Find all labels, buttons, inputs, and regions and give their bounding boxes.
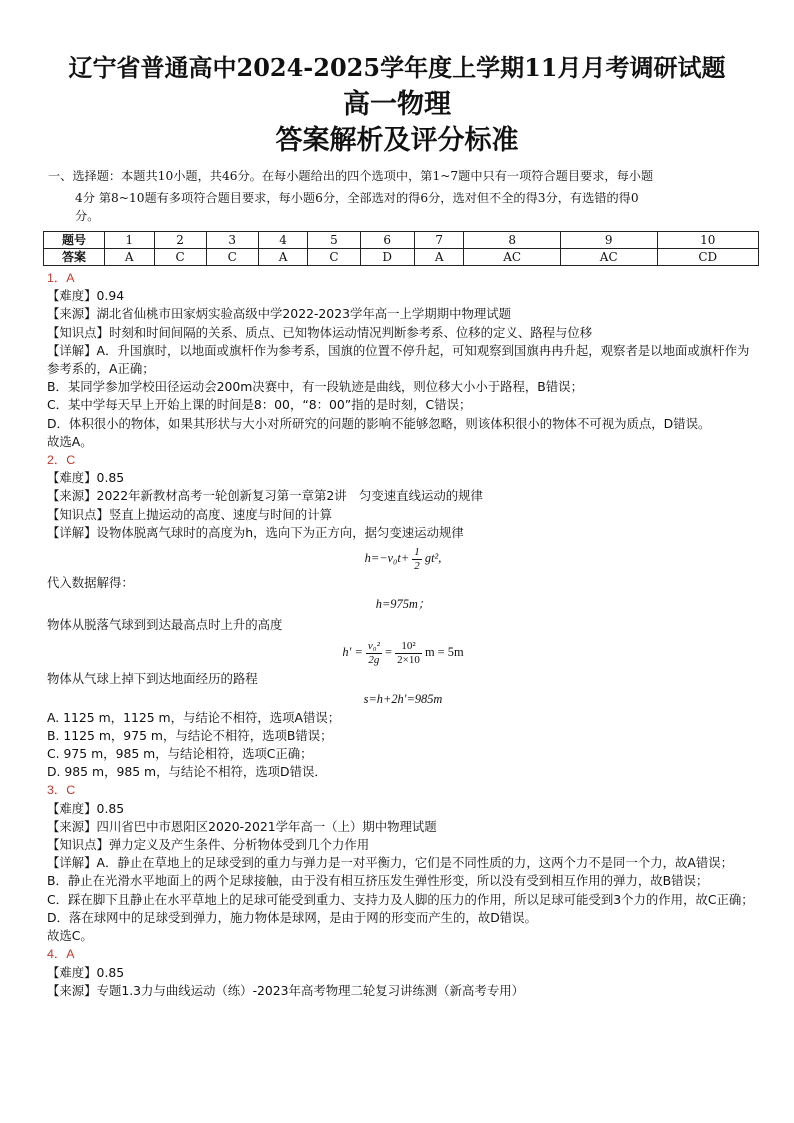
eq1-numerator: 1 bbox=[414, 545, 420, 558]
eq1-right: gt², bbox=[424, 551, 442, 566]
table-cell: 9 bbox=[560, 232, 657, 249]
answer-table-row-answers bbox=[44, 249, 759, 266]
q1-detail-a: 【详解】A．升国旗时，以地面或旗杆作为参考系，国旗的位置不停升起，可知观察到国旗冉冉升起，观察者是以地面或旗杆作为参考系的，A正确； bbox=[47, 342, 750, 377]
table-cell: AC bbox=[560, 249, 657, 266]
q2-equation-3 bbox=[47, 634, 759, 670]
q2-path-text: 物体从气球上掉下到达地面经历的路程 bbox=[47, 671, 258, 687]
table-cell: CD bbox=[657, 249, 759, 266]
q2-equation-4: s=h+2h′=985m bbox=[363, 691, 443, 706]
table-cell: A bbox=[414, 249, 464, 266]
q3-knowledge-points: 【知识点】弹力定义及产生条件、分析物体受到几个力作用 bbox=[47, 837, 370, 853]
table-cell: 4 bbox=[258, 232, 308, 249]
q1-number: 1．A bbox=[47, 271, 75, 285]
q3-source: 【来源】四川省巴中市恩阳区2020-2021学年高一（上）期中物理试题 bbox=[47, 818, 437, 834]
eq3-denominator-2: 2×10 bbox=[397, 654, 420, 667]
q4-number: 4．A bbox=[47, 947, 75, 962]
q3-detail-b: B．静止在光滑水平地面上的两个足球接触，由于没有相互挤压发生弹性形变，所以没有受到相互作用的弹力，故B错误； bbox=[47, 873, 709, 889]
q3-detail-a: 【详解】A．静止在草地上的足球受到的重力与弹力是一对平衡力，它们是不同性质的力，这两个力不是同一个力，故A错误； bbox=[47, 855, 734, 871]
table-cell: C bbox=[154, 249, 206, 266]
q2-substitute-text: 代入数据解得： bbox=[47, 575, 134, 591]
q1-detail-b: B．某同学参加学校田径运动会200m决赛中，有一段轨迹是曲线，则位移大小小于路程，B错误； bbox=[47, 379, 583, 395]
q2-option-b: B. 1125 m，975 m，与结论不相符，选项B错误； bbox=[47, 727, 333, 743]
q1-source: 【来源】湖北省仙桃市田家炳实验高级中学2022-2023学年高一上学期期中物理试题 bbox=[47, 306, 512, 322]
q3-number: 3．C bbox=[47, 783, 76, 798]
q2-source: 【来源】2022年新教材高考一轮创新复习第一章第2讲 匀变速直线运动的规律 bbox=[47, 488, 483, 504]
eq1-left: h=−v₀t+ bbox=[364, 551, 410, 566]
q3-detail-c: C．踩在脚下且静止在水平草地上的足球可能受到重力、支持力及人脚的压力的作用，所以足球可能受到3个力的作用，故C正确； bbox=[47, 891, 754, 907]
q4-difficulty: 【难度】0.85 bbox=[47, 964, 125, 980]
q2-knowledge-points: 【知识点】竖直上抛运动的高度、速度与时间的计算 bbox=[47, 506, 332, 522]
table-cell: AC bbox=[464, 249, 561, 266]
q2-equation-1 bbox=[47, 542, 759, 574]
subtitle: 答案解析及评分标准 bbox=[275, 125, 519, 156]
subject-title: 高一物理 bbox=[343, 89, 451, 120]
q3-detail-d: D．落在球网中的足球受到弹力，施力物体是球网，是由于网的形变而产生的，故D错误。 bbox=[47, 909, 537, 925]
q4-source: 【来源】专题1.3力与曲线运动（练）-2023年高考物理二轮复习讲练测（新高考专用） bbox=[47, 982, 524, 998]
table-header-answer: 答案 bbox=[44, 249, 105, 266]
exam-title: 辽宁省普通高中2024-2025学年度上学期11月月考调研试题 bbox=[68, 53, 726, 82]
table-cell: 8 bbox=[464, 232, 561, 249]
q1-difficulty: 【难度】0.94 bbox=[47, 288, 125, 304]
intro-line-3: 分。 bbox=[75, 209, 100, 223]
table-cell: C bbox=[206, 249, 258, 266]
q2-option-c: C. 975 m，985 m，与结论相符，选项C正确； bbox=[47, 746, 313, 762]
q1-detail-d: D．体积很小的物体，如果其形状与大小对所研究的问题的影响不能够忽略，则该体积很小的物体不可视为质点，D错误。 bbox=[47, 415, 711, 431]
table-header-number: 题号 bbox=[44, 232, 105, 249]
eq3-fraction-1 bbox=[366, 640, 382, 667]
eq3-right: m = 5m bbox=[424, 645, 464, 660]
table-cell: C bbox=[308, 249, 360, 266]
q1-knowledge-points: 【知识点】时刻和时间间隔的关系、质点、已知物体运动情况判断参考系、位移的定义、路程与位移 bbox=[47, 324, 593, 340]
answer-table bbox=[43, 231, 759, 266]
table-cell: 5 bbox=[308, 232, 360, 249]
table-cell: 7 bbox=[414, 232, 464, 249]
intro-line-1: 一、选择题：本题共10小题，共46分。在每小题给出的四个选项中，第1~7题中只有一项符合题目要求，每小题 bbox=[48, 169, 654, 183]
q3-difficulty: 【难度】0.85 bbox=[47, 800, 125, 816]
q1-conclusion: 故选A。 bbox=[47, 433, 93, 449]
q2-option-d: D. 985 m，985 m，与结论不相符，选项D错误． bbox=[47, 764, 327, 780]
q2-detail: 【详解】设物体脱离气球时的高度为h，选向下为正方向，据匀变速运动规律 bbox=[47, 524, 464, 540]
eq1-fraction bbox=[412, 546, 422, 573]
eq3-numerator-2: 10² bbox=[395, 640, 422, 654]
q2-option-a: A. 1125 m，1125 m，与结论不相符，选项A错误； bbox=[47, 709, 341, 725]
section-intro bbox=[48, 165, 760, 227]
eq3-left: h′ = bbox=[342, 645, 363, 660]
table-cell: D bbox=[360, 249, 414, 266]
answers-body bbox=[47, 269, 759, 1000]
table-cell: 10 bbox=[657, 232, 759, 249]
table-cell: 3 bbox=[206, 232, 258, 249]
table-cell: 2 bbox=[154, 232, 206, 249]
table-cell: 6 bbox=[360, 232, 414, 249]
table-cell: A bbox=[105, 249, 155, 266]
eq1-denominator: 2 bbox=[414, 559, 420, 572]
eq3-fraction-2 bbox=[395, 640, 422, 667]
answer-table-row-numbers bbox=[44, 232, 759, 249]
table-cell: A bbox=[258, 249, 308, 266]
q2-difficulty: 【难度】0.85 bbox=[47, 470, 125, 486]
q2-number: 2．C bbox=[47, 453, 76, 468]
table-cell: 1 bbox=[105, 232, 155, 249]
eq3-mid: = bbox=[385, 645, 392, 660]
eq3-numerator-1: v₀² bbox=[367, 640, 380, 653]
intro-line-2: 4分 第8~10题有多项符合题目要求，每小题6分，全部选对的得6分，选对但不全的得3分，有选错的得0 bbox=[75, 191, 639, 205]
q2-equation-2: h=975m； bbox=[375, 597, 431, 612]
q1-detail-c: C．某中学每天早上开始上课的时间是8：00，“8：00”指的是时刻，C错误； bbox=[47, 397, 472, 413]
q2-rise-text: 物体从脱落气球到到达最高点时上升的高度 bbox=[47, 617, 283, 633]
eq3-denominator-1: 2g bbox=[368, 654, 380, 667]
q3-conclusion: 故选C。 bbox=[47, 928, 93, 944]
